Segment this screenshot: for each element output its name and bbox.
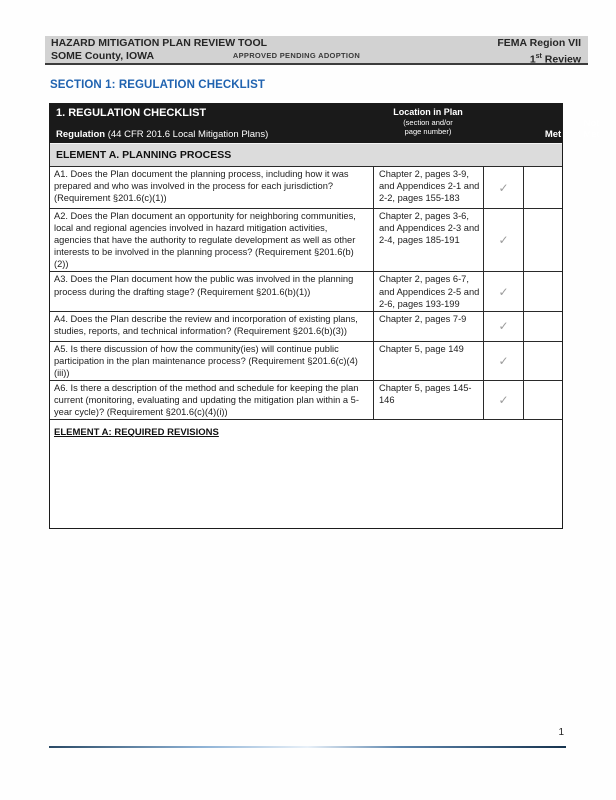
location-cell[interactable]: Chapter 2, pages 3-6, and Appendices 2-3 and 2-4, pages 185-191 (373, 209, 483, 271)
table-row-a3 (50, 271, 562, 310)
location-cell[interactable]: Chapter 5, pages 145-146 (373, 381, 483, 419)
column-header-location: Location in Plan (section and/or page number) (393, 107, 463, 136)
county-name: SOME County, IOWA (51, 50, 155, 62)
met-checkmark[interactable]: ✓ (483, 272, 523, 310)
question-cell: A6. Is there a description of the method and schedule for keeping the plan current (monitoring, evaluating and updating the mitigation plan within a 5-year cycle)? (Requirement §201.6(c)(4)(i)) (54, 383, 359, 418)
not-met-cell[interactable] (523, 312, 562, 341)
table-row-a4 (50, 311, 562, 341)
document-title: HAZARD MITIGATION PLAN REVIEW TOOL (51, 37, 268, 49)
question-cell: A5. Is there discussion of how the community(ies) will continue public participation in the plan maintenance process? (Requirement §201.6(c)(4)(iii)) (54, 343, 358, 378)
column-header-met: Met (544, 129, 562, 140)
location-cell[interactable]: Chapter 5, page 149 (373, 342, 483, 380)
page-number: 1 (558, 727, 564, 738)
met-checkmark[interactable]: ✓ (483, 209, 523, 271)
met-checkmark[interactable]: ✓ (483, 312, 523, 341)
not-met-cell[interactable] (523, 342, 562, 380)
header-right-block (497, 37, 581, 67)
table-row-a2 (50, 208, 562, 271)
question-cell: A2. Does the Plan document an opportunity for neighboring communities, local and regional agencies involved in hazard mitigation activities, agencies that have the authority to regulate development as well as other interests to be involved in the planning process? (Requirement §201.6(b)(2)) (54, 211, 356, 270)
approval-status: APPROVED PENDING ADOPTION (232, 51, 361, 60)
not-met-cell[interactable] (523, 209, 562, 271)
not-met-cell[interactable] (523, 167, 562, 208)
element-a-header: ELEMENT A. PLANNING PROCESS (50, 143, 562, 166)
location-cell[interactable]: Chapter 2, pages 6-7, and Appendices 2-5 and 2-6, pages 193-199 (373, 272, 483, 310)
location-cell[interactable]: Chapter 2, pages 3-9, and Appendices 2-1 and 2-2, pages 155-183 (373, 167, 483, 208)
table-row-a6 (50, 380, 562, 419)
question-cell: A4. Does the Plan describe the review and incorporation of existing plans, studies, reports, and technical information? (Requirement §201.6(b)(3)) (54, 313, 358, 336)
table-header (50, 104, 600, 143)
met-checkmark[interactable]: ✓ (483, 167, 523, 208)
question-cell: A3. Does the Plan document how the public was involved in the planning process during the drafting stage? (Requirement §201.6(b)(1)) (54, 274, 354, 297)
not-met-cell[interactable] (523, 381, 562, 419)
table-row-a5 (50, 341, 562, 380)
element-a-required-revisions[interactable]: ELEMENT A: REQUIRED REVISIONS (50, 419, 562, 528)
footer-rule (49, 746, 566, 748)
fema-region: FEMA Region VII (497, 37, 581, 49)
not-met-cell[interactable] (523, 272, 562, 310)
document-header-bar (45, 36, 588, 65)
regulation-checklist-table (49, 103, 600, 529)
section-title: SECTION 1: REGULATION CHECKLIST (50, 79, 266, 91)
location-cell[interactable]: Chapter 2, pages 7-9 (373, 312, 483, 341)
column-header-not-met: Not Met (583, 118, 600, 140)
table-row-a1 (50, 166, 562, 208)
review-number: 1st Review (529, 53, 581, 66)
question-cell: A1. Does the Plan document the planning process, including how it was prepared and who was involved in the process for each jurisdiction? (Requirement §201.6(c)(1)) (54, 169, 349, 204)
met-checkmark[interactable]: ✓ (483, 342, 523, 380)
table-title: 1. REGULATION CHECKLIST (56, 107, 207, 119)
met-checkmark[interactable]: ✓ (483, 381, 523, 419)
table-subtitle: Regulation (44 CFR 201.6 Local Mitigation Plans) (56, 129, 269, 140)
